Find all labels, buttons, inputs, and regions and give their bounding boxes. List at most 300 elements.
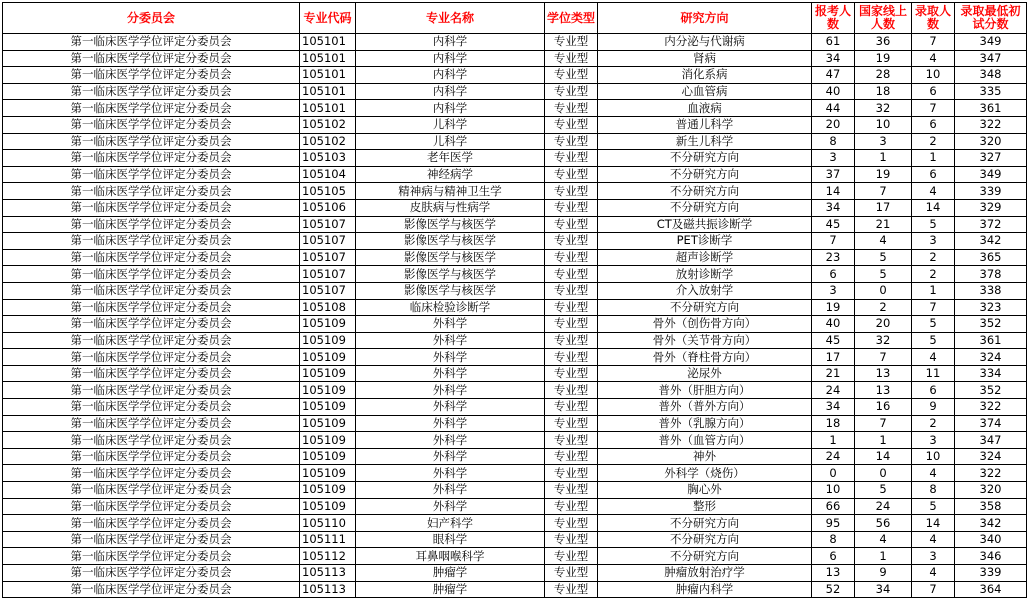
degree-type-cell: 专业型 bbox=[545, 515, 598, 532]
table-row bbox=[3, 83, 1027, 100]
min-score-cell: 364 bbox=[955, 581, 1027, 598]
table-row bbox=[3, 415, 1027, 432]
research-direction-cell: 外科学（烧伤） bbox=[598, 465, 812, 482]
research-direction-cell: 骨外（关节骨方向） bbox=[598, 332, 812, 349]
above-line-cell: 21 bbox=[855, 216, 912, 233]
applicants-cell: 18 bbox=[812, 415, 855, 432]
degree-type-cell: 专业型 bbox=[545, 548, 598, 565]
major-name-cell: 外科学 bbox=[356, 415, 545, 432]
header-admitted: 录取人数 bbox=[912, 3, 955, 34]
min-score-cell: 334 bbox=[955, 365, 1027, 382]
admitted-cell: 11 bbox=[912, 365, 955, 382]
applicants-cell: 23 bbox=[812, 249, 855, 266]
applicants-cell: 10 bbox=[812, 482, 855, 499]
research-direction-cell: 不分研究方向 bbox=[598, 531, 812, 548]
admitted-cell: 5 bbox=[912, 498, 955, 515]
committee-cell: 第一临床医学学位评定分委员会 bbox=[3, 50, 300, 67]
committee-cell: 第一临床医学学位评定分委员会 bbox=[3, 432, 300, 449]
header-applicants: 报考人数 bbox=[812, 3, 855, 34]
min-score-cell: 322 bbox=[955, 465, 1027, 482]
committee-cell: 第一临床医学学位评定分委员会 bbox=[3, 199, 300, 216]
table-row bbox=[3, 365, 1027, 382]
min-score-cell: 374 bbox=[955, 415, 1027, 432]
table-row bbox=[3, 332, 1027, 349]
applicants-cell: 40 bbox=[812, 316, 855, 333]
above-line-cell: 28 bbox=[855, 67, 912, 84]
min-score-cell: 347 bbox=[955, 50, 1027, 67]
degree-type-cell: 专业型 bbox=[545, 166, 598, 183]
degree-type-cell: 专业型 bbox=[545, 365, 598, 382]
min-score-cell: 349 bbox=[955, 34, 1027, 51]
major-name-cell: 外科学 bbox=[356, 482, 545, 499]
admitted-cell: 2 bbox=[912, 415, 955, 432]
table-row bbox=[3, 432, 1027, 449]
committee-cell: 第一临床医学学位评定分委员会 bbox=[3, 34, 300, 51]
above-line-cell: 13 bbox=[855, 382, 912, 399]
table-row bbox=[3, 299, 1027, 316]
table-row bbox=[3, 399, 1027, 416]
degree-type-cell: 专业型 bbox=[545, 266, 598, 283]
degree-type-cell: 专业型 bbox=[545, 133, 598, 150]
min-score-cell: 322 bbox=[955, 399, 1027, 416]
applicants-cell: 0 bbox=[812, 465, 855, 482]
table-row bbox=[3, 482, 1027, 499]
applicants-cell: 44 bbox=[812, 100, 855, 117]
admitted-cell: 14 bbox=[912, 199, 955, 216]
table-row bbox=[3, 199, 1027, 216]
major-code-cell: 105101 bbox=[300, 34, 356, 51]
applicants-cell: 19 bbox=[812, 299, 855, 316]
research-direction-cell: 肿瘤内科学 bbox=[598, 581, 812, 598]
table-row bbox=[3, 67, 1027, 84]
above-line-cell: 1 bbox=[855, 548, 912, 565]
major-code-cell: 105107 bbox=[300, 282, 356, 299]
major-name-cell: 内科学 bbox=[356, 100, 545, 117]
degree-type-cell: 专业型 bbox=[545, 150, 598, 167]
research-direction-cell: 放射诊断学 bbox=[598, 266, 812, 283]
above-line-cell: 13 bbox=[855, 365, 912, 382]
table-row bbox=[3, 249, 1027, 266]
committee-cell: 第一临床医学学位评定分委员会 bbox=[3, 548, 300, 565]
committee-cell: 第一临床医学学位评定分委员会 bbox=[3, 316, 300, 333]
admitted-cell: 10 bbox=[912, 448, 955, 465]
research-direction-cell: 不分研究方向 bbox=[598, 299, 812, 316]
above-line-cell: 2 bbox=[855, 299, 912, 316]
major-code-cell: 105110 bbox=[300, 515, 356, 532]
major-code-cell: 105109 bbox=[300, 332, 356, 349]
major-name-cell: 外科学 bbox=[356, 399, 545, 416]
committee-cell: 第一临床医学学位评定分委员会 bbox=[3, 233, 300, 250]
applicants-cell: 8 bbox=[812, 133, 855, 150]
header-degree-type: 学位类型 bbox=[545, 3, 598, 34]
major-name-cell: 老年医学 bbox=[356, 150, 545, 167]
admitted-cell: 4 bbox=[912, 465, 955, 482]
committee-cell: 第一临床医学学位评定分委员会 bbox=[3, 498, 300, 515]
above-line-cell: 20 bbox=[855, 316, 912, 333]
min-score-cell: 323 bbox=[955, 299, 1027, 316]
above-line-cell: 19 bbox=[855, 50, 912, 67]
above-line-cell: 5 bbox=[855, 249, 912, 266]
table-row bbox=[3, 183, 1027, 200]
above-line-cell: 34 bbox=[855, 581, 912, 598]
admitted-cell: 3 bbox=[912, 432, 955, 449]
major-name-cell: 妇产科学 bbox=[356, 515, 545, 532]
major-name-cell: 内科学 bbox=[356, 67, 545, 84]
admission-table bbox=[2, 2, 1027, 598]
header-above-national-line: 国家线上人数 bbox=[855, 3, 912, 34]
above-line-cell: 5 bbox=[855, 266, 912, 283]
committee-cell: 第一临床医学学位评定分委员会 bbox=[3, 515, 300, 532]
research-direction-cell: 不分研究方向 bbox=[598, 548, 812, 565]
above-line-cell: 17 bbox=[855, 199, 912, 216]
committee-cell: 第一临床医学学位评定分委员会 bbox=[3, 67, 300, 84]
applicants-cell: 47 bbox=[812, 67, 855, 84]
above-line-cell: 5 bbox=[855, 482, 912, 499]
applicants-cell: 66 bbox=[812, 498, 855, 515]
applicants-cell: 1 bbox=[812, 432, 855, 449]
research-direction-cell: 骨外（脊柱骨方向） bbox=[598, 349, 812, 366]
major-name-cell: 临床检验诊断学 bbox=[356, 299, 545, 316]
major-name-cell: 儿科学 bbox=[356, 133, 545, 150]
above-line-cell: 1 bbox=[855, 432, 912, 449]
table-row bbox=[3, 316, 1027, 333]
research-direction-cell: 不分研究方向 bbox=[598, 199, 812, 216]
major-code-cell: 105101 bbox=[300, 100, 356, 117]
major-code-cell: 105109 bbox=[300, 415, 356, 432]
research-direction-cell: 胸心外 bbox=[598, 482, 812, 499]
major-name-cell: 外科学 bbox=[356, 349, 545, 366]
table-row bbox=[3, 282, 1027, 299]
research-direction-cell: 超声诊断学 bbox=[598, 249, 812, 266]
major-name-cell: 影像医学与核医学 bbox=[356, 249, 545, 266]
min-score-cell: 361 bbox=[955, 332, 1027, 349]
major-code-cell: 105109 bbox=[300, 448, 356, 465]
degree-type-cell: 专业型 bbox=[545, 249, 598, 266]
research-direction-cell: 心血管病 bbox=[598, 83, 812, 100]
admitted-cell: 8 bbox=[912, 482, 955, 499]
applicants-cell: 20 bbox=[812, 116, 855, 133]
applicants-cell: 34 bbox=[812, 399, 855, 416]
applicants-cell: 40 bbox=[812, 83, 855, 100]
committee-cell: 第一临床医学学位评定分委员会 bbox=[3, 133, 300, 150]
degree-type-cell: 专业型 bbox=[545, 183, 598, 200]
degree-type-cell: 专业型 bbox=[545, 116, 598, 133]
admitted-cell: 14 bbox=[912, 515, 955, 532]
degree-type-cell: 专业型 bbox=[545, 50, 598, 67]
research-direction-cell: 骨外（创伤骨方向） bbox=[598, 316, 812, 333]
header-min-score: 录取最低初试分数 bbox=[955, 3, 1027, 34]
applicants-cell: 7 bbox=[812, 233, 855, 250]
major-code-cell: 105107 bbox=[300, 249, 356, 266]
min-score-cell: 327 bbox=[955, 150, 1027, 167]
committee-cell: 第一临床医学学位评定分委员会 bbox=[3, 382, 300, 399]
admitted-cell: 4 bbox=[912, 565, 955, 582]
research-direction-cell: 内分泌与代谢病 bbox=[598, 34, 812, 51]
above-line-cell: 14 bbox=[855, 448, 912, 465]
major-name-cell: 耳鼻咽喉科学 bbox=[356, 548, 545, 565]
admitted-cell: 7 bbox=[912, 581, 955, 598]
above-line-cell: 18 bbox=[855, 83, 912, 100]
committee-cell: 第一临床医学学位评定分委员会 bbox=[3, 249, 300, 266]
degree-type-cell: 专业型 bbox=[545, 382, 598, 399]
min-score-cell: 352 bbox=[955, 316, 1027, 333]
admitted-cell: 4 bbox=[912, 349, 955, 366]
min-score-cell: 324 bbox=[955, 349, 1027, 366]
major-name-cell: 影像医学与核医学 bbox=[356, 282, 545, 299]
table-row bbox=[3, 150, 1027, 167]
major-code-cell: 105101 bbox=[300, 67, 356, 84]
admitted-cell: 4 bbox=[912, 183, 955, 200]
major-code-cell: 105103 bbox=[300, 150, 356, 167]
applicants-cell: 24 bbox=[812, 448, 855, 465]
research-direction-cell: 整形 bbox=[598, 498, 812, 515]
min-score-cell: 340 bbox=[955, 531, 1027, 548]
header-research-direction: 研究方向 bbox=[598, 3, 812, 34]
major-code-cell: 105109 bbox=[300, 382, 356, 399]
header-row bbox=[3, 3, 1027, 34]
min-score-cell: 342 bbox=[955, 515, 1027, 532]
above-line-cell: 56 bbox=[855, 515, 912, 532]
applicants-cell: 3 bbox=[812, 150, 855, 167]
table-row bbox=[3, 100, 1027, 117]
applicants-cell: 61 bbox=[812, 34, 855, 51]
committee-cell: 第一临床医学学位评定分委员会 bbox=[3, 332, 300, 349]
min-score-cell: 358 bbox=[955, 498, 1027, 515]
applicants-cell: 14 bbox=[812, 183, 855, 200]
major-name-cell: 外科学 bbox=[356, 432, 545, 449]
committee-cell: 第一临床医学学位评定分委员会 bbox=[3, 116, 300, 133]
major-name-cell: 外科学 bbox=[356, 332, 545, 349]
committee-cell: 第一临床医学学位评定分委员会 bbox=[3, 282, 300, 299]
above-line-cell: 7 bbox=[855, 349, 912, 366]
above-line-cell: 1 bbox=[855, 150, 912, 167]
min-score-cell: 339 bbox=[955, 183, 1027, 200]
admitted-cell: 2 bbox=[912, 249, 955, 266]
major-code-cell: 105109 bbox=[300, 349, 356, 366]
applicants-cell: 52 bbox=[812, 581, 855, 598]
header-major-code: 专业代码 bbox=[300, 3, 356, 34]
major-name-cell: 内科学 bbox=[356, 50, 545, 67]
major-code-cell: 105101 bbox=[300, 83, 356, 100]
admitted-cell: 6 bbox=[912, 116, 955, 133]
applicants-cell: 45 bbox=[812, 332, 855, 349]
research-direction-cell: 介入放射学 bbox=[598, 282, 812, 299]
major-name-cell: 影像医学与核医学 bbox=[356, 216, 545, 233]
min-score-cell: 320 bbox=[955, 482, 1027, 499]
research-direction-cell: 肿瘤放射治疗学 bbox=[598, 565, 812, 582]
major-name-cell: 外科学 bbox=[356, 465, 545, 482]
applicants-cell: 24 bbox=[812, 382, 855, 399]
major-name-cell: 外科学 bbox=[356, 382, 545, 399]
above-line-cell: 19 bbox=[855, 166, 912, 183]
committee-cell: 第一临床医学学位评定分委员会 bbox=[3, 216, 300, 233]
committee-cell: 第一临床医学学位评定分委员会 bbox=[3, 299, 300, 316]
degree-type-cell: 专业型 bbox=[545, 282, 598, 299]
committee-cell: 第一临床医学学位评定分委员会 bbox=[3, 415, 300, 432]
degree-type-cell: 专业型 bbox=[545, 432, 598, 449]
above-line-cell: 9 bbox=[855, 565, 912, 582]
major-code-cell: 105106 bbox=[300, 199, 356, 216]
major-code-cell: 105113 bbox=[300, 581, 356, 598]
committee-cell: 第一临床医学学位评定分委员会 bbox=[3, 183, 300, 200]
major-code-cell: 105109 bbox=[300, 316, 356, 333]
committee-cell: 第一临床医学学位评定分委员会 bbox=[3, 465, 300, 482]
major-name-cell: 内科学 bbox=[356, 83, 545, 100]
applicants-cell: 3 bbox=[812, 282, 855, 299]
committee-cell: 第一临床医学学位评定分委员会 bbox=[3, 565, 300, 582]
major-name-cell: 眼科学 bbox=[356, 531, 545, 548]
min-score-cell: 349 bbox=[955, 166, 1027, 183]
research-direction-cell: 泌尿外 bbox=[598, 365, 812, 382]
major-code-cell: 105108 bbox=[300, 299, 356, 316]
major-code-cell: 105111 bbox=[300, 531, 356, 548]
degree-type-cell: 专业型 bbox=[545, 531, 598, 548]
major-code-cell: 105113 bbox=[300, 565, 356, 582]
table-row bbox=[3, 382, 1027, 399]
degree-type-cell: 专业型 bbox=[545, 482, 598, 499]
table-row bbox=[3, 565, 1027, 582]
major-code-cell: 105102 bbox=[300, 133, 356, 150]
admitted-cell: 9 bbox=[912, 399, 955, 416]
degree-type-cell: 专业型 bbox=[545, 565, 598, 582]
above-line-cell: 4 bbox=[855, 531, 912, 548]
min-score-cell: 347 bbox=[955, 432, 1027, 449]
table-row bbox=[3, 216, 1027, 233]
above-line-cell: 32 bbox=[855, 332, 912, 349]
committee-cell: 第一临床医学学位评定分委员会 bbox=[3, 83, 300, 100]
research-direction-cell: 血液病 bbox=[598, 100, 812, 117]
above-line-cell: 7 bbox=[855, 415, 912, 432]
major-name-cell: 外科学 bbox=[356, 448, 545, 465]
research-direction-cell: 不分研究方向 bbox=[598, 166, 812, 183]
min-score-cell: 342 bbox=[955, 233, 1027, 250]
min-score-cell: 329 bbox=[955, 199, 1027, 216]
research-direction-cell: 普通儿科学 bbox=[598, 116, 812, 133]
admitted-cell: 7 bbox=[912, 299, 955, 316]
above-line-cell: 4 bbox=[855, 233, 912, 250]
degree-type-cell: 专业型 bbox=[545, 216, 598, 233]
committee-cell: 第一临床医学学位评定分委员会 bbox=[3, 100, 300, 117]
committee-cell: 第一临床医学学位评定分委员会 bbox=[3, 349, 300, 366]
applicants-cell: 34 bbox=[812, 50, 855, 67]
major-code-cell: 105104 bbox=[300, 166, 356, 183]
research-direction-cell: CT及磁共振诊断学 bbox=[598, 216, 812, 233]
major-code-cell: 105109 bbox=[300, 482, 356, 499]
above-line-cell: 10 bbox=[855, 116, 912, 133]
table-row bbox=[3, 515, 1027, 532]
table-row bbox=[3, 116, 1027, 133]
min-score-cell: 361 bbox=[955, 100, 1027, 117]
min-score-cell: 335 bbox=[955, 83, 1027, 100]
degree-type-cell: 专业型 bbox=[545, 233, 598, 250]
table-row bbox=[3, 133, 1027, 150]
header-committee: 分委员会 bbox=[3, 3, 300, 34]
admitted-cell: 3 bbox=[912, 548, 955, 565]
major-code-cell: 105107 bbox=[300, 233, 356, 250]
degree-type-cell: 专业型 bbox=[545, 332, 598, 349]
table-row bbox=[3, 498, 1027, 515]
table-row bbox=[3, 531, 1027, 548]
min-score-cell: 378 bbox=[955, 266, 1027, 283]
research-direction-cell: PET诊断学 bbox=[598, 233, 812, 250]
major-code-cell: 105107 bbox=[300, 216, 356, 233]
research-direction-cell: 普外（肝胆方向） bbox=[598, 382, 812, 399]
admitted-cell: 1 bbox=[912, 150, 955, 167]
applicants-cell: 95 bbox=[812, 515, 855, 532]
degree-type-cell: 专业型 bbox=[545, 448, 598, 465]
min-score-cell: 352 bbox=[955, 382, 1027, 399]
degree-type-cell: 专业型 bbox=[545, 581, 598, 598]
applicants-cell: 21 bbox=[812, 365, 855, 382]
major-name-cell: 肿瘤学 bbox=[356, 565, 545, 582]
above-line-cell: 36 bbox=[855, 34, 912, 51]
research-direction-cell: 普外（普外方向） bbox=[598, 399, 812, 416]
table-row bbox=[3, 581, 1027, 598]
admitted-cell: 2 bbox=[912, 266, 955, 283]
min-score-cell: 324 bbox=[955, 448, 1027, 465]
admitted-cell: 7 bbox=[912, 100, 955, 117]
research-direction-cell: 不分研究方向 bbox=[598, 515, 812, 532]
admitted-cell: 5 bbox=[912, 332, 955, 349]
table-row bbox=[3, 349, 1027, 366]
applicants-cell: 37 bbox=[812, 166, 855, 183]
above-line-cell: 16 bbox=[855, 399, 912, 416]
major-code-cell: 105109 bbox=[300, 465, 356, 482]
major-name-cell: 皮肤病与性病学 bbox=[356, 199, 545, 216]
min-score-cell: 346 bbox=[955, 548, 1027, 565]
admitted-cell: 6 bbox=[912, 382, 955, 399]
min-score-cell: 338 bbox=[955, 282, 1027, 299]
major-code-cell: 105109 bbox=[300, 432, 356, 449]
table-row bbox=[3, 233, 1027, 250]
major-name-cell: 内科学 bbox=[356, 34, 545, 51]
major-code-cell: 105109 bbox=[300, 498, 356, 515]
above-line-cell: 0 bbox=[855, 282, 912, 299]
major-name-cell: 外科学 bbox=[356, 365, 545, 382]
major-name-cell: 儿科学 bbox=[356, 116, 545, 133]
admitted-cell: 5 bbox=[912, 216, 955, 233]
committee-cell: 第一临床医学学位评定分委员会 bbox=[3, 448, 300, 465]
major-name-cell: 精神病与精神卫生学 bbox=[356, 183, 545, 200]
admitted-cell: 4 bbox=[912, 50, 955, 67]
degree-type-cell: 专业型 bbox=[545, 498, 598, 515]
degree-type-cell: 专业型 bbox=[545, 34, 598, 51]
major-name-cell: 肿瘤学 bbox=[356, 581, 545, 598]
above-line-cell: 32 bbox=[855, 100, 912, 117]
admitted-cell: 10 bbox=[912, 67, 955, 84]
min-score-cell: 339 bbox=[955, 565, 1027, 582]
admitted-cell: 4 bbox=[912, 531, 955, 548]
major-code-cell: 105112 bbox=[300, 548, 356, 565]
committee-cell: 第一临床医学学位评定分委员会 bbox=[3, 365, 300, 382]
applicants-cell: 34 bbox=[812, 199, 855, 216]
applicants-cell: 13 bbox=[812, 565, 855, 582]
major-code-cell: 105109 bbox=[300, 399, 356, 416]
research-direction-cell: 不分研究方向 bbox=[598, 183, 812, 200]
major-name-cell: 外科学 bbox=[356, 316, 545, 333]
major-code-cell: 105102 bbox=[300, 116, 356, 133]
degree-type-cell: 专业型 bbox=[545, 199, 598, 216]
major-name-cell: 影像医学与核医学 bbox=[356, 233, 545, 250]
min-score-cell: 348 bbox=[955, 67, 1027, 84]
degree-type-cell: 专业型 bbox=[545, 299, 598, 316]
min-score-cell: 365 bbox=[955, 249, 1027, 266]
degree-type-cell: 专业型 bbox=[545, 465, 598, 482]
admitted-cell: 6 bbox=[912, 166, 955, 183]
major-name-cell: 外科学 bbox=[356, 498, 545, 515]
min-score-cell: 320 bbox=[955, 133, 1027, 150]
research-direction-cell: 普外（乳腺方向） bbox=[598, 415, 812, 432]
